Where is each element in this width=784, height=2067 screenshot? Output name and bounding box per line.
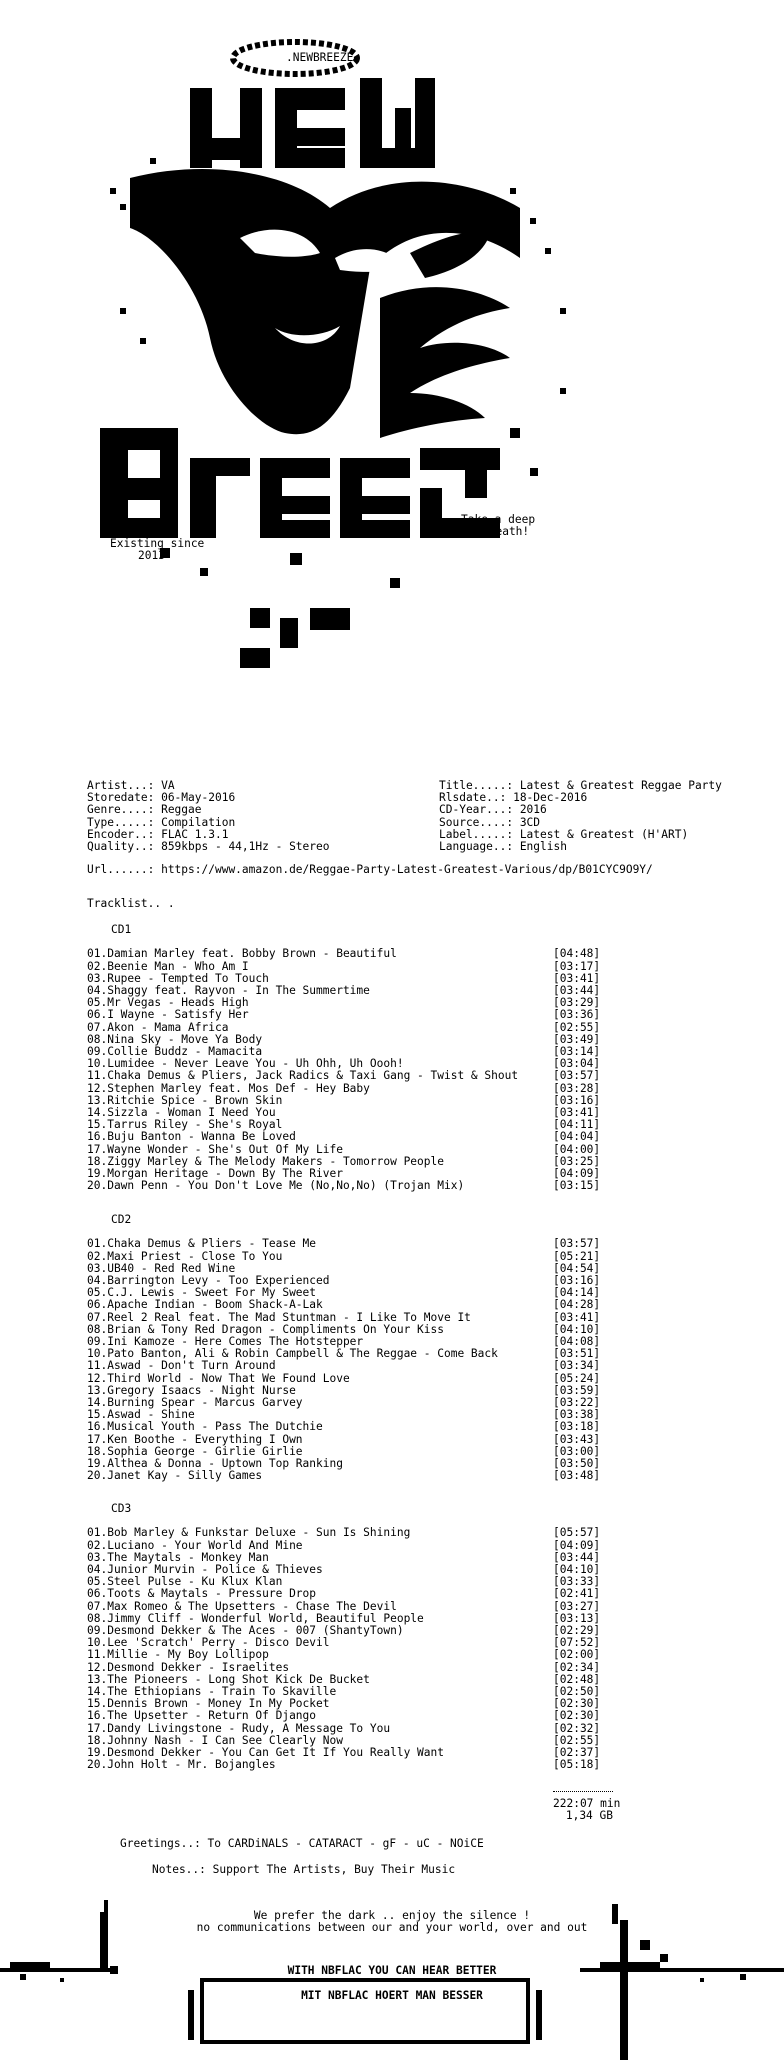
track-title: 03.The Maytals - Monkey Man	[87, 1550, 269, 1564]
track-duration: [05:18]	[553, 1758, 601, 1772]
track-row	[87, 1588, 667, 1600]
tracklist-heading: Tracklist.. .	[87, 897, 175, 910]
track-duration: [03:44]	[553, 1550, 601, 1564]
track-duration: [03:41]	[553, 971, 601, 985]
track-duration: [03:57]	[553, 1237, 601, 1251]
info-cd-year: CD-Year...: 2016	[439, 803, 547, 817]
track-duration: [03:28]	[553, 1081, 601, 1095]
track-row	[87, 1527, 667, 1539]
track-duration: [03:18]	[553, 1420, 601, 1434]
track-duration: [04:10]	[553, 1322, 601, 1336]
track-duration: [04:09]	[553, 1167, 601, 1181]
track-title: 20.Janet Kay - Silly Games	[87, 1469, 263, 1483]
info-encoder: Encoder..: FLAC 1.3.1	[87, 827, 229, 841]
track-row	[87, 1299, 667, 1311]
tagline-left-line1: Existing since	[110, 537, 205, 550]
track-title: 09.Collie Buddz - Mamacita	[87, 1045, 263, 1058]
track-title: 20.Dawn Penn - You Don't Love Me (No,No,No) (Trojan Mix)	[87, 1179, 465, 1193]
track-title: 03.Rupee - Tempted To Touch	[87, 971, 269, 985]
track-title: 10.Pato Banton, Ali & Robin Campbell & The Reggae - Come Back	[87, 1347, 498, 1361]
track-duration: [03:36]	[553, 1008, 601, 1022]
track-row	[87, 961, 667, 973]
tagline-right-line1: Take a deep	[461, 513, 536, 526]
track-title: 12.Desmond Dekker - Israelites	[87, 1660, 290, 1674]
track-duration: [03:43]	[553, 1432, 601, 1446]
track-duration: [03:38]	[553, 1408, 601, 1422]
track-duration: [04:08]	[553, 1335, 601, 1348]
track-title: 08.Nina Sky - Move Ya Body	[87, 1032, 263, 1046]
track-duration: [02:55]	[553, 1733, 601, 1747]
track-title: 18.Sophia George - Girlie Girlie	[87, 1444, 303, 1458]
track-title: 17.Dandy Livingstone - Rudy, A Message To You	[87, 1721, 391, 1735]
info-storedate: Storedate: 06-May-2016	[87, 791, 236, 805]
track-title: 16.The Upsetter - Return Of Django	[87, 1709, 317, 1723]
track-row	[87, 1662, 667, 1674]
track-duration: [04:11]	[553, 1118, 601, 1132]
track-duration: [02:32]	[553, 1721, 601, 1735]
track-duration: [04:04]	[553, 1130, 601, 1144]
track-duration: [03:48]	[553, 1469, 601, 1483]
track-duration: [03:25]	[553, 1154, 601, 1168]
info-genre: Genre....: Reggae	[87, 803, 202, 817]
track-row	[87, 948, 667, 960]
logo-label: .NEWBREEZE.	[286, 51, 361, 64]
track-title: 01.Bob Marley & Funkstar Deluxe - Sun Is Shining	[87, 1526, 411, 1540]
info-source: Source....: 3CD	[439, 815, 541, 829]
track-title: 05.C.J. Lewis - Sweet For My Sweet	[87, 1286, 317, 1300]
track-duration: [02:50]	[553, 1685, 601, 1699]
track-title: 07.Reel 2 Real feat. The Mad Stuntman - I Like To Move It	[87, 1310, 471, 1324]
track-title: 11.Chaka Demus & Pliers, Jack Radics & Taxi Gang - Twist & Shout	[87, 1069, 519, 1083]
track-duration: [04:28]	[553, 1298, 601, 1312]
release-info	[87, 780, 767, 853]
track-duration: [02:30]	[553, 1697, 601, 1711]
footer-box-line1: WITH NBFLAC YOU CAN HEAR BETTER	[287, 1964, 497, 1977]
track-title: 10.Lee 'Scratch' Perry - Disco Devil	[87, 1636, 330, 1650]
track-row	[87, 1723, 667, 1735]
info-row	[87, 804, 767, 816]
track-duration: [03:16]	[553, 1273, 601, 1287]
cd3-tracklist	[87, 1503, 667, 1771]
track-row	[87, 1759, 667, 1771]
total-time: 222:07 min	[553, 1797, 621, 1810]
track-title: 19.Desmond Dekker - You Can Get It If You Really Want	[87, 1746, 444, 1760]
track-title: 14.Sizzla - Woman I Need You	[87, 1106, 276, 1120]
track-title: 08.Jimmy Cliff - Wonderful World, Beautiful People	[87, 1611, 424, 1625]
track-title: 10.Lumidee - Never Leave You - Uh Ohh, Uh Oooh!	[87, 1057, 404, 1071]
track-title: 05.Mr Vegas - Heads High	[87, 996, 249, 1010]
track-duration: [03:33]	[553, 1575, 601, 1589]
track-title: 20.John Holt - Mr. Bojangles	[87, 1758, 276, 1772]
track-title: 02.Maxi Priest - Close To You	[87, 1249, 283, 1263]
track-duration: [04:00]	[553, 1142, 601, 1156]
track-row	[87, 1421, 667, 1433]
track-duration: [03:22]	[553, 1396, 601, 1410]
track-title: 15.Dennis Brown - Money In My Pocket	[87, 1697, 330, 1711]
track-duration: [03:49]	[553, 1032, 601, 1046]
track-duration: [03:00]	[553, 1444, 601, 1458]
track-duration: [05:24]	[553, 1371, 601, 1385]
track-title: 04.Barrington Levy - Too Experienced	[87, 1273, 330, 1287]
track-title: 18.Johnny Nash - I Can See Clearly Now	[87, 1733, 343, 1747]
track-row	[87, 1022, 667, 1034]
track-row	[87, 1251, 667, 1263]
track-duration: [05:57]	[553, 1526, 601, 1540]
info-row	[87, 841, 767, 853]
track-title: 09.Ini Kamoze - Here Comes The Hotstepper	[87, 1335, 364, 1348]
track-title: 19.Morgan Heritage - Down By The River	[87, 1167, 343, 1181]
track-title: 06.I Wayne - Satisfy Her	[87, 1008, 249, 1022]
cd1-tracklist	[87, 924, 667, 1192]
track-title: 05.Steel Pulse - Ku Klux Klan	[87, 1575, 283, 1589]
track-row	[87, 1144, 667, 1156]
track-row	[87, 1540, 667, 1552]
track-row	[87, 1649, 667, 1661]
cd-title: CD1	[111, 923, 132, 936]
tagline-right-line2: Breath!	[482, 525, 530, 538]
newbreeze-ascii-art	[90, 8, 610, 728]
track-title: 15.Aswad - Shine	[87, 1408, 195, 1422]
tagline-left-line2: 2013	[138, 549, 165, 562]
track-duration: [03:16]	[553, 1093, 601, 1107]
totals	[553, 1797, 621, 1823]
track-title: 12.Third World - Now That We Found Love	[87, 1371, 350, 1385]
track-duration: [03:51]	[553, 1347, 601, 1361]
track-duration: [02:30]	[553, 1709, 601, 1723]
info-label: Label.....: Latest & Greatest (H'ART)	[439, 827, 689, 841]
track-row	[87, 1131, 667, 1143]
info-type: Type.....: Compilation	[87, 815, 236, 829]
track-title: 13.Gregory Isaacs - Night Nurse	[87, 1383, 296, 1397]
track-duration: [02:41]	[553, 1587, 601, 1601]
track-row	[87, 1180, 667, 1192]
track-title: 04.Shaggy feat. Rayvon - In The Summertime	[87, 983, 370, 997]
cd2-tracklist	[87, 1214, 667, 1482]
track-duration: [03:14]	[553, 1045, 601, 1058]
info-artist: Artist...: VA	[87, 779, 175, 792]
track-row	[87, 1083, 667, 1095]
track-duration: [03:04]	[553, 1057, 601, 1071]
track-row	[87, 1070, 667, 1082]
info-quality: Quality..: 859kbps - 44,1Hz - Stereo	[87, 839, 330, 853]
track-duration: [03:50]	[553, 1457, 601, 1471]
track-duration: [03:17]	[553, 959, 601, 973]
track-row	[87, 1312, 667, 1324]
notes: Notes..: Support The Artists, Buy Their Music	[152, 1863, 456, 1876]
track-title: 15.Tarrus Riley - She's Royal	[87, 1118, 283, 1132]
track-title: 06.Apache Indian - Boom Shack-A-Lak	[87, 1298, 323, 1312]
footer-motto-line1: We prefer the dark .. enjoy the silence !	[253, 1909, 531, 1922]
track-row	[87, 1373, 667, 1385]
track-title: 07.Max Romeo & The Upsetters - Chase The Devil	[87, 1599, 397, 1613]
track-title: 11.Aswad - Don't Turn Around	[87, 1359, 276, 1373]
totals-divider	[553, 1791, 613, 1792]
track-title: 13.The Pioneers - Long Shot Kick De Bucket	[87, 1672, 370, 1686]
track-title: 11.Millie - My Boy Lollipop	[87, 1648, 269, 1662]
track-row	[87, 1601, 667, 1613]
track-duration: [02:00]	[553, 1648, 601, 1662]
info-rlsdate: Rlsdate..: 18-Dec-2016	[439, 791, 588, 805]
track-title: 19.Althea & Donna - Uptown Top Ranking	[87, 1457, 343, 1471]
track-duration: [03:13]	[553, 1611, 601, 1625]
track-duration: [03:27]	[553, 1599, 601, 1613]
newbreeze-logo-graphic	[90, 8, 610, 728]
track-title: 13.Ritchie Spice - Brown Skin	[87, 1093, 283, 1107]
track-duration: [05:21]	[553, 1249, 601, 1263]
track-duration: [04:14]	[553, 1286, 601, 1300]
track-duration: [04:10]	[553, 1562, 601, 1576]
track-title: 14.The Ethiopians - Train To Skaville	[87, 1685, 337, 1699]
track-title: 01.Chaka Demus & Pliers - Tease Me	[87, 1237, 317, 1251]
track-row	[87, 1360, 667, 1372]
footer-motto-line2: no communications between our and your world, over and out	[196, 1921, 588, 1934]
track-duration: [02:34]	[553, 1660, 601, 1674]
track-title: 07.Akon - Mama Africa	[87, 1020, 229, 1034]
track-row	[87, 1710, 667, 1722]
track-row	[87, 1434, 667, 1446]
track-duration: [03:41]	[553, 1310, 601, 1324]
greetings: Greetings..: To CARDiNALS - CATARACT - gF - uC - NOiCE	[120, 1837, 484, 1850]
track-row	[87, 1238, 667, 1250]
track-duration: [02:55]	[553, 1020, 601, 1034]
track-duration: [03:29]	[553, 996, 601, 1010]
track-duration: [03:44]	[553, 983, 601, 997]
track-duration: [07:52]	[553, 1636, 601, 1650]
track-title: 02.Beenie Man - Who Am I	[87, 959, 249, 973]
track-title: 17.Ken Boothe - Everything I Own	[87, 1432, 303, 1446]
info-title: Title.....: Latest & Greatest Reggae Party	[439, 779, 722, 792]
cd-title: CD3	[111, 1502, 132, 1515]
footer-box-line2: MIT NBFLAC HOERT MAN BESSER	[301, 1989, 483, 2002]
track-duration: [04:48]	[553, 947, 601, 961]
info-row	[87, 817, 767, 829]
track-title: 18.Ziggy Marley & The Melody Makers - Tomorrow People	[87, 1154, 444, 1168]
track-duration: [03:15]	[553, 1179, 601, 1193]
track-duration: [03:59]	[553, 1383, 601, 1397]
track-title: 17.Wayne Wonder - She's Out Of My Life	[87, 1142, 343, 1156]
track-title: 08.Brian & Tony Red Dragon - Compliments On Your Kiss	[87, 1322, 444, 1336]
track-duration: [04:54]	[553, 1261, 601, 1275]
track-title: 12.Stephen Marley feat. Mos Def - Hey Baby	[87, 1081, 370, 1095]
track-title: 01.Damian Marley feat. Bobby Brown - Beautiful	[87, 947, 397, 961]
track-title: 03.UB40 - Red Red Wine	[87, 1261, 236, 1275]
track-duration: [03:57]	[553, 1069, 601, 1083]
track-title: 02.Luciano - Your World And Mine	[87, 1538, 303, 1552]
track-row	[87, 1470, 667, 1482]
total-size: 1,34 GB	[565, 1809, 613, 1823]
track-duration: [03:34]	[553, 1359, 601, 1373]
track-title: 16.Buju Banton - Wanna Be Loved	[87, 1130, 296, 1144]
track-title: 06.Toots & Maytals - Pressure Drop	[87, 1587, 317, 1601]
cd-title: CD2	[111, 1213, 132, 1226]
track-duration: [02:48]	[553, 1672, 601, 1686]
track-duration: [04:09]	[553, 1538, 601, 1552]
track-duration: [02:37]	[553, 1746, 601, 1760]
track-duration: [03:41]	[553, 1106, 601, 1120]
track-title: 04.Junior Murvin - Police & Thieves	[87, 1562, 323, 1576]
info-url: Url......: https://www.amazon.de/Reggae-Party-Latest-Greatest-Various/dp/B01CYC9O9Y/	[87, 863, 653, 876]
info-language: Language..: English	[439, 839, 567, 853]
track-duration: [02:29]	[553, 1624, 601, 1637]
track-title: 16.Musical Youth - Pass The Dutchie	[87, 1420, 323, 1434]
track-row	[87, 1009, 667, 1021]
track-title: 14.Burning Spear - Marcus Garvey	[87, 1396, 303, 1410]
track-title: 09.Desmond Dekker & The Aces - 007 (ShantyTown)	[87, 1624, 404, 1637]
